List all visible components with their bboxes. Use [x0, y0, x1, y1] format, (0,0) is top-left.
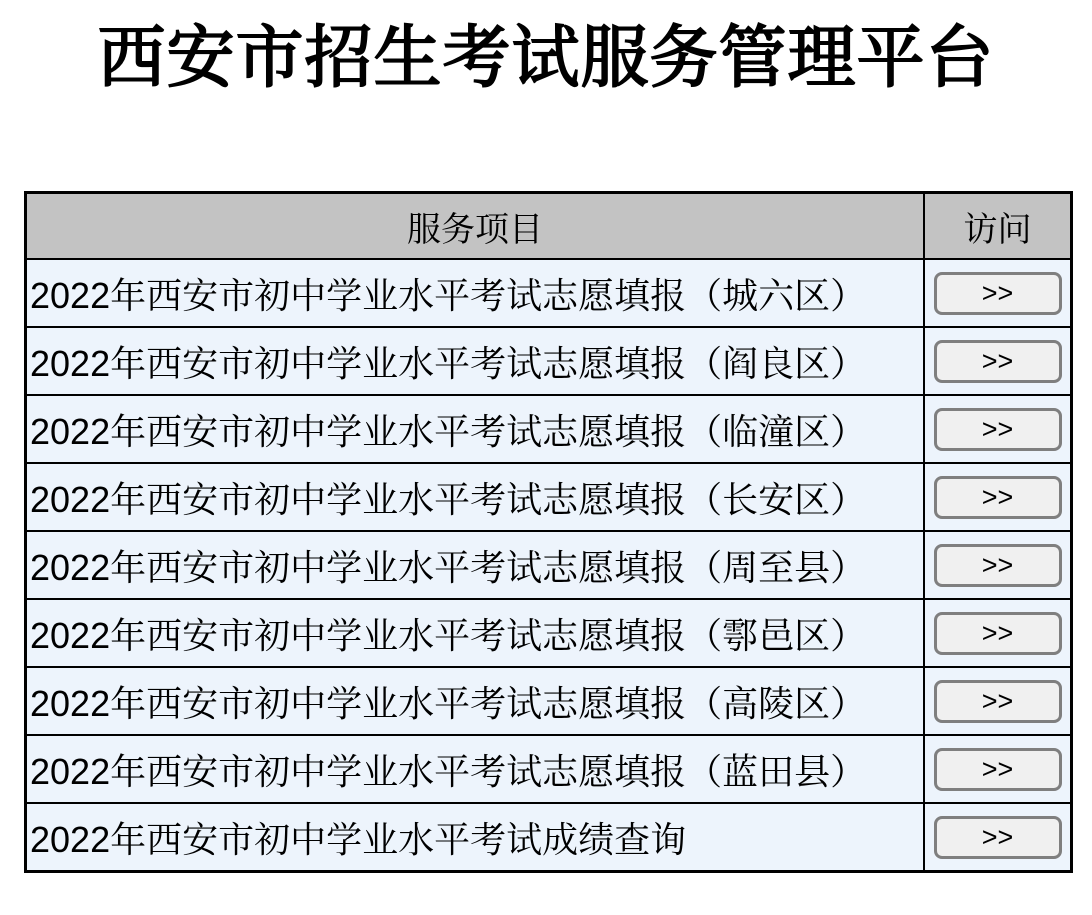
visit-button[interactable]: >>: [934, 272, 1062, 315]
column-header-visit: 访问: [924, 193, 1072, 260]
table-row: [26, 259, 1072, 327]
visit-cell: [924, 599, 1072, 667]
service-name: 2022年西安市初中学业水平考试志愿填报（临潼区）: [26, 395, 925, 463]
visit-button[interactable]: >>: [934, 476, 1062, 519]
visit-button[interactable]: >>: [934, 612, 1062, 655]
service-name: 2022年西安市初中学业水平考试志愿填报（鄠邑区）: [26, 599, 925, 667]
services-table: [24, 191, 1073, 873]
visit-cell: [924, 531, 1072, 599]
service-name: 2022年西安市初中学业水平考试志愿填报（周至县）: [26, 531, 925, 599]
visit-button[interactable]: >>: [934, 544, 1062, 587]
visit-cell: [924, 463, 1072, 531]
visit-cell: [924, 395, 1072, 463]
header-row: [26, 193, 1072, 260]
visit-cell: [924, 667, 1072, 735]
service-name: 2022年西安市初中学业水平考试志愿填报（阎良区）: [26, 327, 925, 395]
service-name: 2022年西安市初中学业水平考试志愿填报（高陵区）: [26, 667, 925, 735]
visit-button[interactable]: >>: [934, 408, 1062, 451]
service-name: 2022年西安市初中学业水平考试成绩查询: [26, 803, 925, 872]
visit-button[interactable]: >>: [934, 748, 1062, 791]
visit-button[interactable]: >>: [934, 680, 1062, 723]
services-table-header: [26, 193, 1072, 260]
visit-button[interactable]: >>: [934, 816, 1062, 859]
table-row: [26, 735, 1072, 803]
table-row: [26, 463, 1072, 531]
table-row: [26, 599, 1072, 667]
visit-cell: [924, 259, 1072, 327]
visit-button[interactable]: >>: [934, 340, 1062, 383]
visit-cell: [924, 735, 1072, 803]
table-row: [26, 667, 1072, 735]
page-title: 西安市招生考试服务管理平台: [97, 20, 995, 96]
table-row: [26, 327, 1072, 395]
service-name: 2022年西安市初中学业水平考试志愿填报（蓝田县）: [26, 735, 925, 803]
table-row: [26, 803, 1072, 872]
visit-cell: [924, 803, 1072, 872]
service-name: 2022年西安市初中学业水平考试志愿填报（长安区）: [26, 463, 925, 531]
services-table-body: [26, 259, 1072, 872]
service-name: 2022年西安市初中学业水平考试志愿填报（城六区）: [26, 259, 925, 327]
visit-cell: [924, 327, 1072, 395]
column-header-service: 服务项目: [26, 193, 925, 260]
table-row: [26, 395, 1072, 463]
table-row: [26, 531, 1072, 599]
